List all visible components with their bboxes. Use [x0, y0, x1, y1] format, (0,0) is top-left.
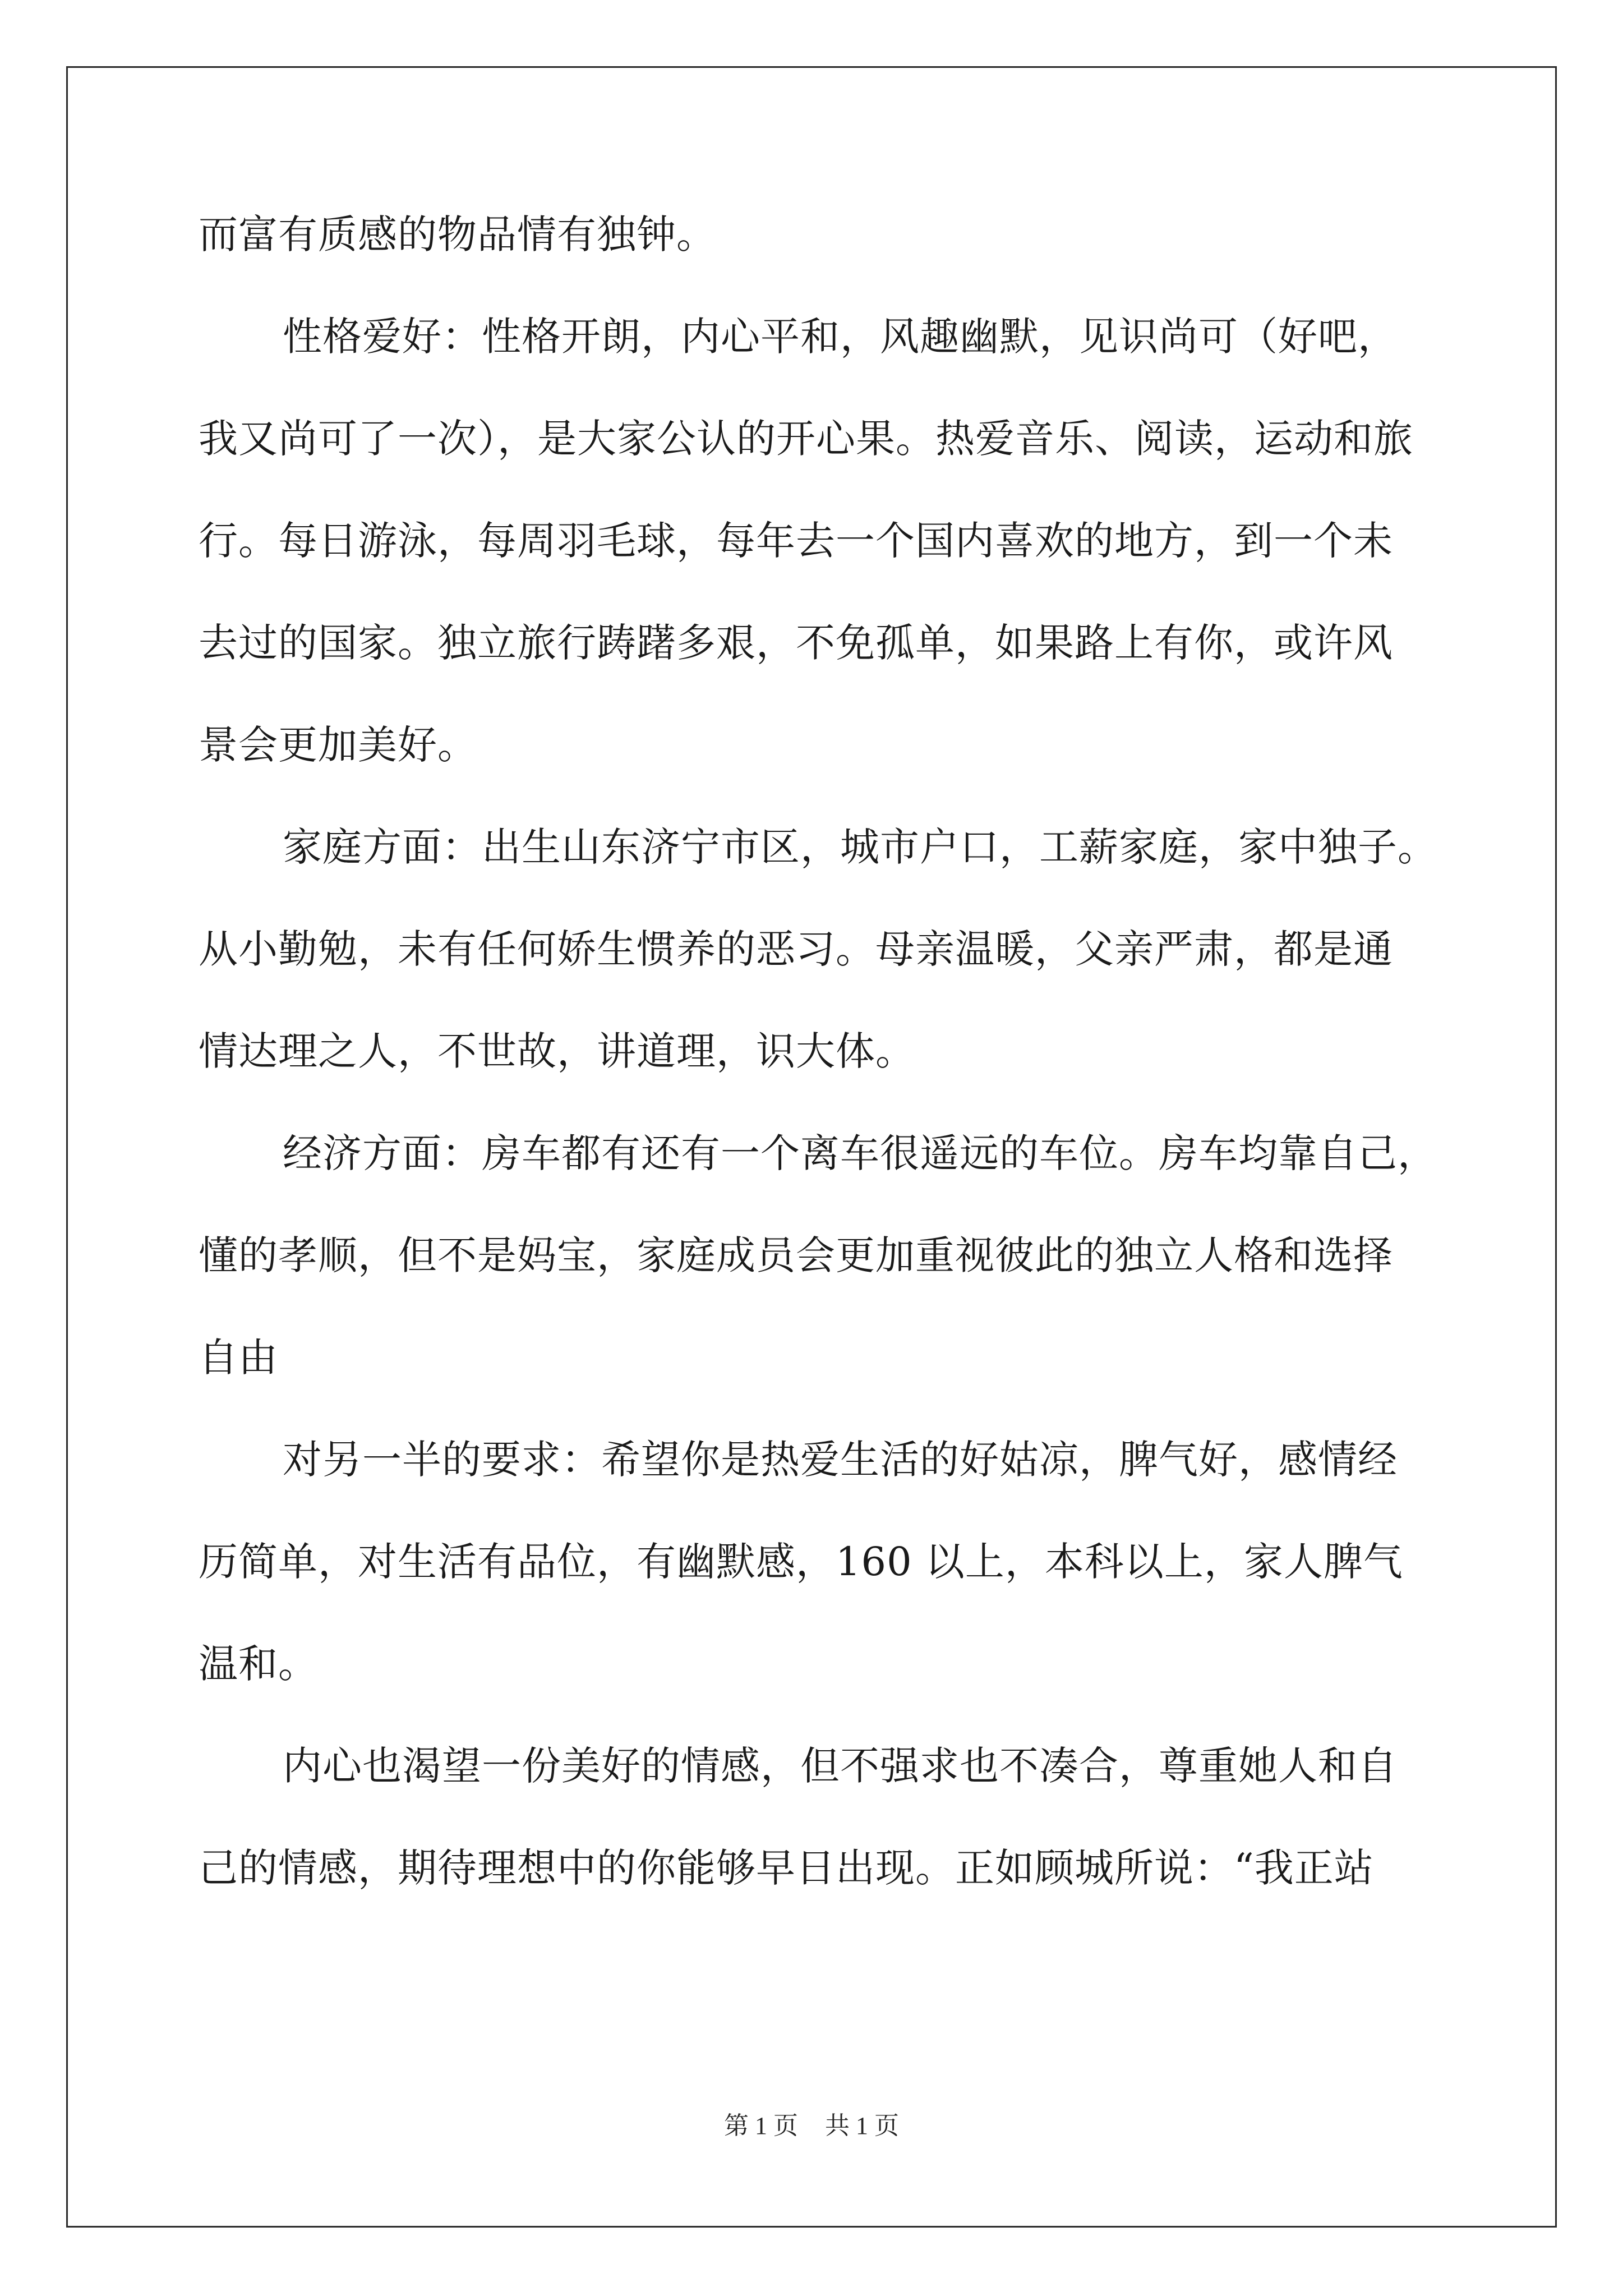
text-line: 从小勤勉，未有任何娇生惯养的恶习。母亲温暖，父亲严肃，都是通 [199, 926, 1393, 972]
text-line: 情达理之人，不世故，讲道理，识大体。 [199, 1028, 915, 1074]
text-line: 自由 [199, 1335, 278, 1381]
text-line: 温和。 [199, 1641, 318, 1687]
text-line: 而富有质感的物品情有独钟。 [199, 211, 716, 257]
paragraph-line-family: 家庭方面：出生山东济宁市区，城市户口，工薪家庭，家中独子。 [283, 824, 1437, 870]
paragraph-line-requirements: 对另一半的要求：希望你是热爱生活的好姑凉，脾气好，感情经 [283, 1437, 1398, 1483]
paragraph-line-hobbies: 性格爱好：性格开朗，内心平和，风趣幽默，见识尚可（好吧， [283, 314, 1398, 360]
text-line: 我又尚可了一次），是大家公认的开心果。热爱音乐、阅读，运动和旅 [199, 416, 1413, 462]
page-number: 第 1 页 [724, 2112, 798, 2139]
paragraph-line-closing: 内心也渴望一份美好的情感，但不强求也不凑合，尊重她人和自 [283, 1743, 1398, 1789]
text-line: 历简单，对生活有品位，有幽默感，160 以上，本科以上，家人脾气 [199, 1539, 1403, 1585]
text-line: 己的情感，期待理想中的你能够早日出现。正如顾城所说：“我正站 [199, 1845, 1374, 1891]
text-line: 景会更加美好。 [199, 722, 477, 768]
text-line: 去过的国家。独立旅行踌躇多艰，不免孤单，如果路上有你，或许风 [199, 620, 1393, 666]
text-line: 行。每日游泳，每周羽毛球，每年去一个国内喜欢的地方，到一个未 [199, 518, 1393, 564]
page-total: 共 1 页 [825, 2112, 899, 2139]
paragraph-line-economy: 经济方面：房车都有还有一个离车很遥远的车位。房车均靠自己， [283, 1130, 1437, 1176]
page-footer [0, 2109, 1623, 2143]
text-line: 懂的孝顺，但不是妈宝，家庭成员会更加重视彼此的独立人格和选择 [199, 1232, 1393, 1278]
